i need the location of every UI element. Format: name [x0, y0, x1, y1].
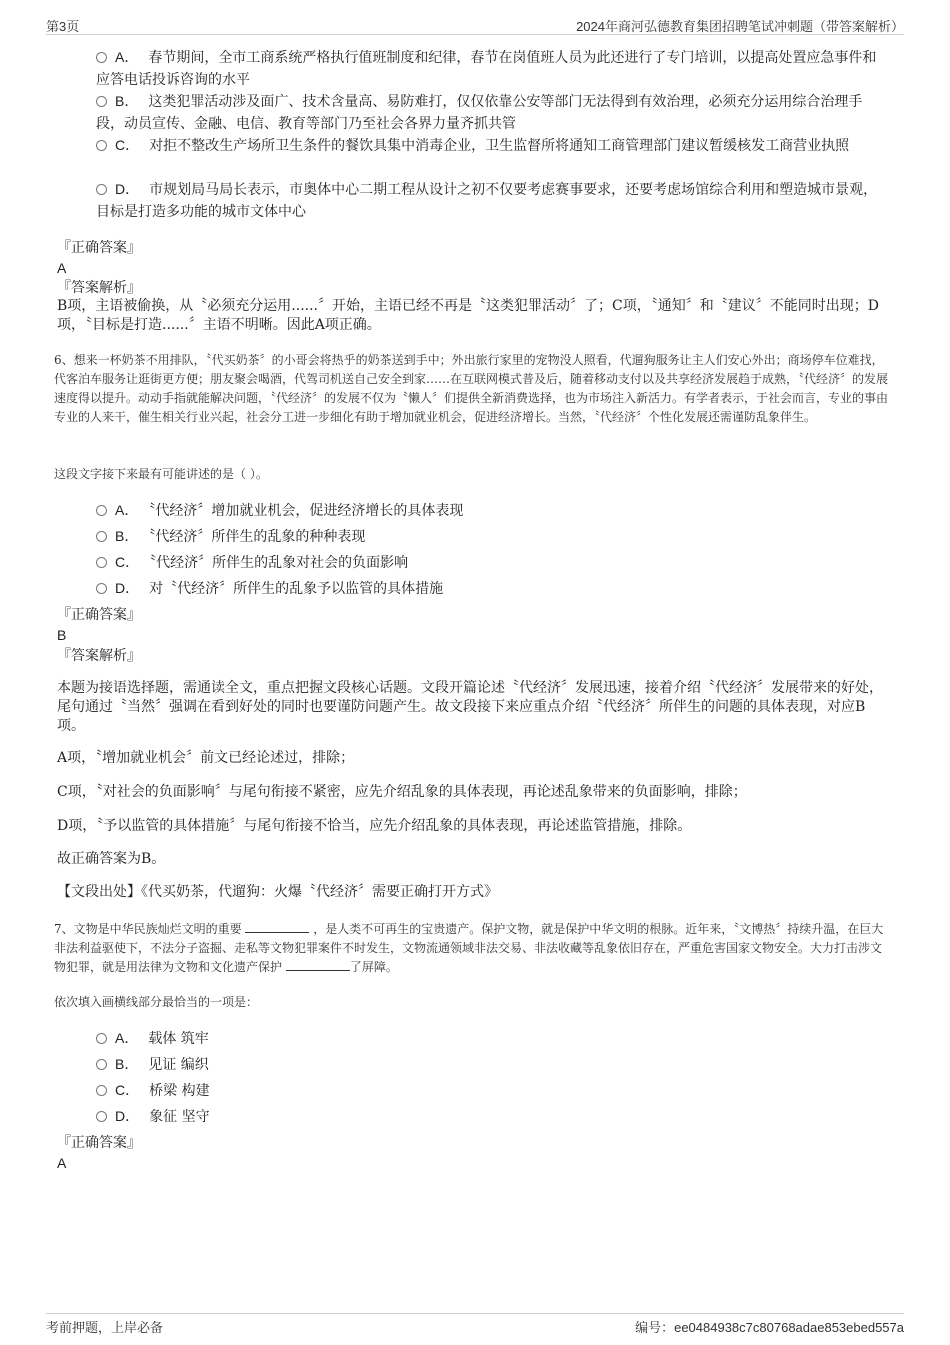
q5-answer: A — [57, 260, 67, 276]
radio-icon[interactable] — [96, 531, 107, 542]
footer-slogan: 考前押题，上岸必备 — [46, 1320, 164, 1335]
q5-option-c[interactable]: C． 对拒不整改生产场所卫生条件的餐饮具集中消毒企业，卫生监督所将通知工商管理部门建议暂缓核发工商营业执照 — [96, 134, 886, 157]
q6-analysis-a: A项，〝增加就业机会〞前文已经论述过，排除； — [57, 750, 355, 766]
radio-icon[interactable] — [96, 96, 107, 107]
q7-stem: 7、文物是中华民族灿烂文明的重要 ，是人类不可再生的宝贵遗产。保护文物，就是保护中华文明的根脉。近年来，〝文博热〞持续升温，在巨大非法利益驱使下，不法分子盗掘、走私等文物犯罪案件不时发生，文物流通领域非法交易、非法收藏等乱象依旧存在，严重危害国家文物安全。大力打击涉文物犯罪，就是用法律为文物和文化遗产保护 了屏障。 — [54, 922, 884, 974]
q5-option-a[interactable]: A． 春节期间，全市工商系统严格执行值班制度和纪律，春节在岗值班人员为此还进行了专门培训，以提高处置应急事件和应答电话投诉咨询的水平 — [96, 49, 877, 88]
q5-analysis: B项，主语被偷换，从〝必须充分运用......〞开始，主语已经不再是〝这类犯罪活动〞了；C项，〝通知〞和〝建议〞不能同时出现；D项，〝目标是打造......〞主语不明晰。因此A项正确。 — [57, 298, 879, 333]
radio-icon[interactable] — [96, 1111, 107, 1122]
radio-icon[interactable] — [96, 557, 107, 568]
q7-option-d[interactable]: D． 象征 坚守 — [96, 1104, 886, 1129]
q6-correct-label: 『正确答案』 — [57, 607, 141, 623]
fill-blank-2 — [286, 958, 350, 971]
document-id: 编号：ee0484938c7c80768adae853ebed557a — [635, 1320, 904, 1335]
q7-answer: A — [57, 1155, 67, 1171]
q6-analysis-conclusion: 故正确答案为B。 — [57, 851, 166, 867]
q5-option-d[interactable]: D． 市规划局马局长表示，市奥体中心二期工程从设计之初不仅要考虑赛事要求，还要考虑场馆综合利用和塑造城市景观，目标是打造多功能的城市文体中心 — [96, 181, 878, 220]
q5-option-b[interactable]: B． 这类犯罪活动涉及面广、技术含量高、易防难打，仅仅依靠公安等部门无法得到有效治理，必须充分运用综合治理手段，动员宣传、金融、电信、教育等部门乃至社会各界力量齐抓共管 — [96, 93, 863, 132]
radio-icon[interactable] — [96, 140, 107, 151]
page-footer — [46, 1313, 904, 1337]
q6-analysis-c: C项，〝对社会的负面影响〞与尾句衔接不紧密，应先介绍乱象的具体表现，再论述乱象带来的负面影响，排除； — [57, 784, 747, 800]
q6-analysis-label: 『答案解析』 — [57, 648, 141, 664]
q6-prompt: 这段文字接下来最有可能讲述的是（ ）。 — [54, 467, 268, 481]
page-number: 第3页 — [46, 19, 80, 34]
radio-icon[interactable] — [96, 184, 107, 195]
document-title: 2024年商河弘德教育集团招聘笔试冲刺题（带答案解析） — [576, 19, 904, 34]
radio-icon[interactable] — [96, 52, 107, 63]
radio-icon[interactable] — [96, 583, 107, 594]
q6-analysis-d: D项，〝予以监管的具体措施〞与尾句衔接不恰当，应先介绍乱象的具体表现，再论述监管措施，排除。 — [57, 818, 692, 834]
radio-icon[interactable] — [96, 1059, 107, 1070]
q6-stem: 6、想来一杯奶茶不用排队，〝代买奶茶〞的小哥会将热乎的奶茶送到手中；外出旅行家里的宠物没人照看，代遛狗服务让主人们安心外出；商场停车位难找，代客泊车服务让逛街更方便；朋友聚会喝酒，代驾司机送自己安全到家……在互联网模式普及后，随着移动支付以及共享经济发展趋于成熟，〝代经济〞的发展速度得以提升。动动手指就能解决问题，〝代经济〞的发展不仅为〝懒人〞们提供全新消费选择，也为市场注入新活力。有学者表示，于社会而言，专业的事由专业的人来干，催生相关行业兴起，社会分工进一步细化有助于增加就业机会，促进经济增长。当然，〝代经济〞个性化发展还需谨防乱象伴生。 — [54, 353, 889, 424]
q7-option-b[interactable]: B． 见证 编织 — [96, 1052, 886, 1077]
q6-option-d[interactable]: D． 对〝代经济〞所伴生的乱象予以监管的具体措施 — [96, 576, 886, 601]
q7-prompt: 依次填入画横线部分最恰当的一项是： — [54, 995, 259, 1009]
q6-option-b[interactable]: B． 〝代经济〞所伴生的乱象的种种表现 — [96, 524, 886, 549]
radio-icon[interactable] — [96, 1033, 107, 1044]
q6-answer: B — [57, 627, 67, 643]
fill-blank-1 — [245, 920, 309, 933]
radio-icon[interactable] — [96, 1085, 107, 1096]
q7-correct-label: 『正确答案』 — [57, 1135, 141, 1151]
q6-source: 【文段出处】《代买奶茶，代遛狗：火爆〝代经济〞需要正确打开方式》 — [57, 884, 498, 900]
q5-analysis-label: 『答案解析』 — [57, 280, 141, 296]
q6-option-a[interactable]: A． 〝代经济〞增加就业机会，促进经济增长的具体表现 — [96, 498, 886, 523]
page-header — [46, 14, 904, 35]
q6-analysis-main: 本题为接语选择题，需通读全文，重点把握文段核心话题。文段开篇论述〝代经济〞发展迅速，接着介绍〝代经济〞发展带来的好处，尾句通过〝当然〞强调在看到好处的同时也要谨防问题产生。故文段接下来应重点介绍〝代经济〞所伴生的问题的具体表现，对应B项。 — [57, 680, 883, 734]
q6-option-c[interactable]: C． 〝代经济〞所伴生的乱象对社会的负面影响 — [96, 550, 886, 575]
q7-option-a[interactable]: A． 载体 筑牢 — [96, 1026, 886, 1051]
q5-correct-label: 『正确答案』 — [57, 240, 141, 256]
q7-option-c[interactable]: C． 桥梁 构建 — [96, 1078, 886, 1103]
radio-icon[interactable] — [96, 505, 107, 516]
